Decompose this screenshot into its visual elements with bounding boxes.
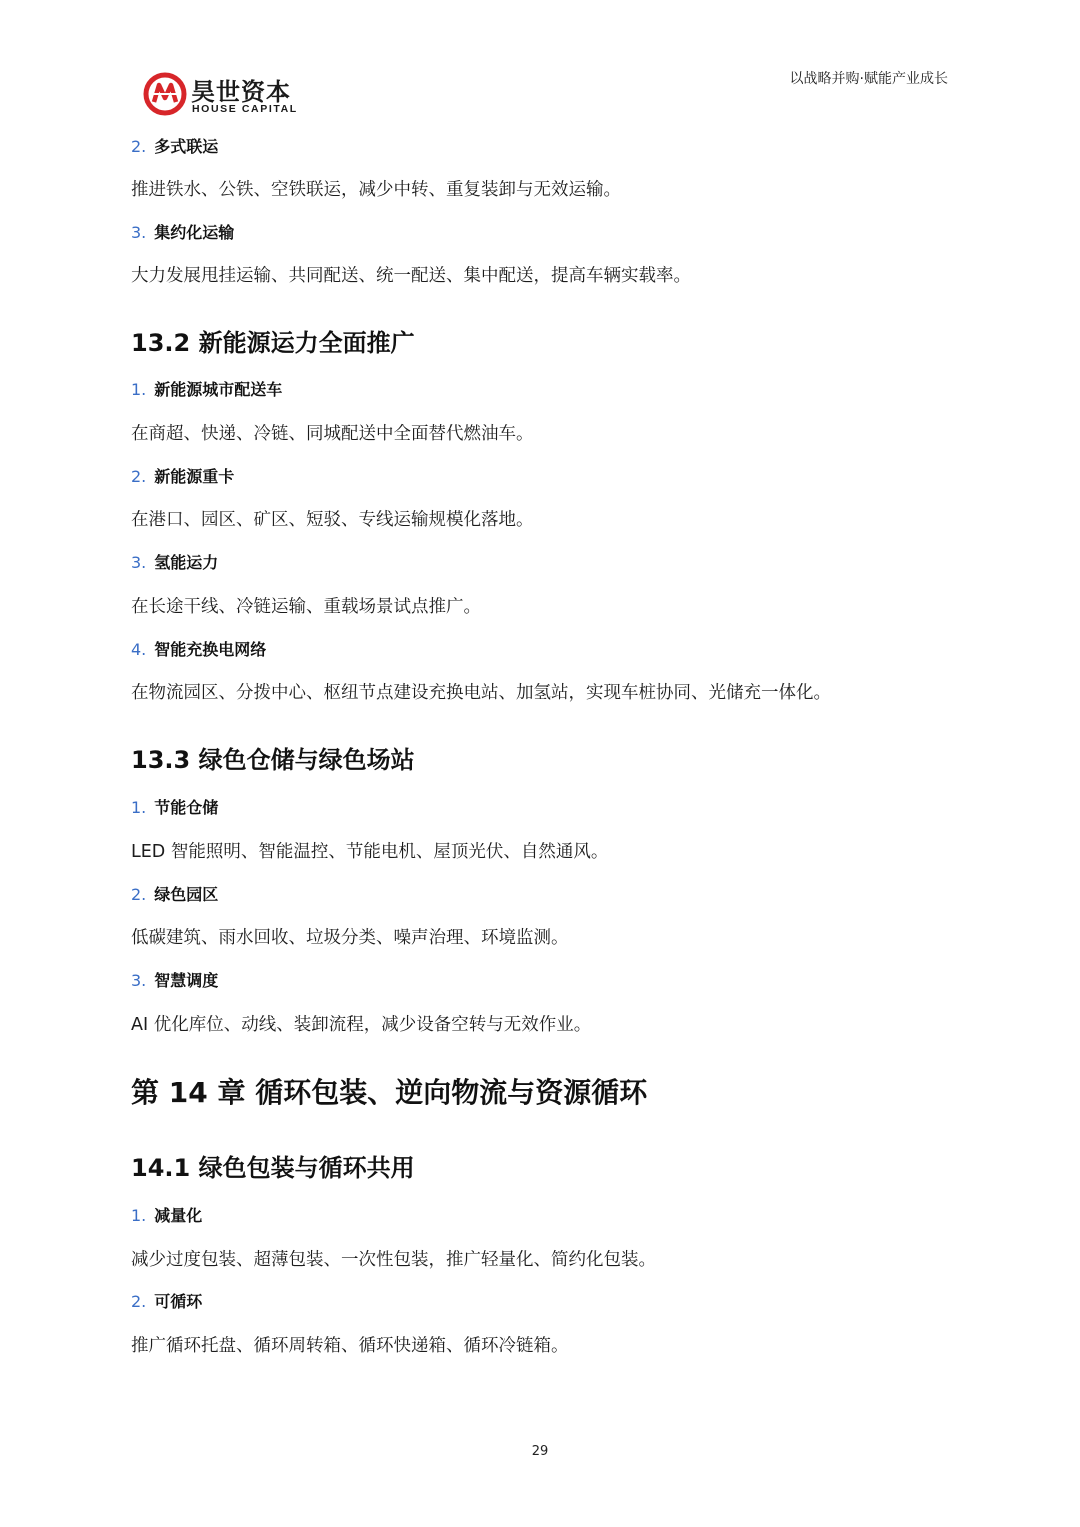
list-item-heading bbox=[131, 968, 218, 991]
list-number: 1. bbox=[131, 798, 147, 817]
paragraph: 在长途干线、冷链运输、重载场景试点推广。 bbox=[131, 597, 481, 617]
logo-english-name: HOUSE CAPITAL bbox=[192, 103, 298, 115]
list-number: 1. bbox=[131, 1206, 147, 1225]
list-number: 2. bbox=[131, 1292, 147, 1311]
chapter-heading: 第 14 章 循环包装、逆向物流与资源循环 bbox=[131, 1076, 648, 1109]
list-title: 新能源重卡 bbox=[154, 467, 235, 486]
list-title: 绿色园区 bbox=[154, 885, 219, 904]
list-item-heading bbox=[131, 1289, 202, 1312]
company-logo bbox=[143, 72, 313, 120]
paragraph: AI 优化库位、动线、装卸流程，减少设备空转与无效作业。 bbox=[131, 1015, 592, 1035]
paragraph: 在商超、快递、冷链、同城配送中全面替代燃油车。 bbox=[131, 424, 534, 444]
list-number: 4. bbox=[131, 640, 147, 659]
list-title: 新能源城市配送车 bbox=[154, 380, 283, 399]
list-title: 多式联运 bbox=[154, 137, 219, 156]
list-item-heading bbox=[131, 882, 218, 905]
list-item-heading bbox=[131, 464, 234, 487]
paragraph: 低碳建筑、雨水回收、垃圾分类、噪声治理、环境监测。 bbox=[131, 928, 569, 948]
list-number: 3. bbox=[131, 553, 147, 572]
section-heading: 14.1 绿色包装与循环共用 bbox=[131, 1154, 415, 1182]
list-item-heading bbox=[131, 377, 282, 400]
page-number: 29 bbox=[531, 1444, 549, 1459]
list-title: 智能充换电网络 bbox=[154, 640, 267, 659]
paragraph: 减少过度包装、超薄包装、一次性包装，推广轻量化、简约化包装。 bbox=[131, 1250, 656, 1270]
paragraph: 在港口、园区、矿区、短驳、专线运输规模化落地。 bbox=[131, 510, 534, 530]
list-number: 3. bbox=[131, 223, 147, 242]
list-title: 集约化运输 bbox=[154, 223, 235, 242]
list-title: 可循环 bbox=[154, 1292, 203, 1311]
paragraph: 在物流园区、分拨中心、枢纽节点建设充换电站、加氢站，实现车桩协同、光储充一体化。 bbox=[131, 683, 831, 703]
list-item-heading bbox=[131, 550, 218, 573]
section-heading: 13.2 新能源运力全面推广 bbox=[131, 329, 415, 357]
paragraph: 大力发展甩挂运输、共同配送、统一配送、集中配送，提高车辆实载率。 bbox=[131, 266, 691, 286]
list-item-heading bbox=[131, 795, 218, 818]
list-item-heading bbox=[131, 134, 218, 157]
list-number: 1. bbox=[131, 380, 147, 399]
logo-chinese-name: 昊世资本 bbox=[191, 78, 291, 106]
list-title: 智慧调度 bbox=[154, 971, 219, 990]
list-number: 2. bbox=[131, 467, 147, 486]
paragraph: LED 智能照明、智能温控、节能电机、屋顶光伏、自然通风。 bbox=[131, 842, 609, 862]
section-heading: 13.3 绿色仓储与绿色场站 bbox=[131, 746, 415, 774]
list-number: 2. bbox=[131, 137, 147, 156]
list-title: 氢能运力 bbox=[154, 553, 219, 572]
paragraph: 推广循环托盘、循环周转箱、循环快递箱、循环冷链箱。 bbox=[131, 1336, 569, 1356]
logo-mark-icon bbox=[143, 72, 187, 116]
list-item-heading bbox=[131, 220, 234, 243]
paragraph: 推进铁水、公铁、空铁联运，减少中转、重复装卸与无效运输。 bbox=[131, 180, 621, 200]
list-title: 节能仓储 bbox=[154, 798, 219, 817]
list-item-heading bbox=[131, 1203, 202, 1226]
header-slogan: 以战略并购·赋能产业成长 bbox=[789, 71, 948, 87]
list-title: 减量化 bbox=[154, 1206, 203, 1225]
list-item-heading bbox=[131, 637, 266, 660]
list-number: 2. bbox=[131, 885, 147, 904]
list-number: 3. bbox=[131, 971, 147, 990]
